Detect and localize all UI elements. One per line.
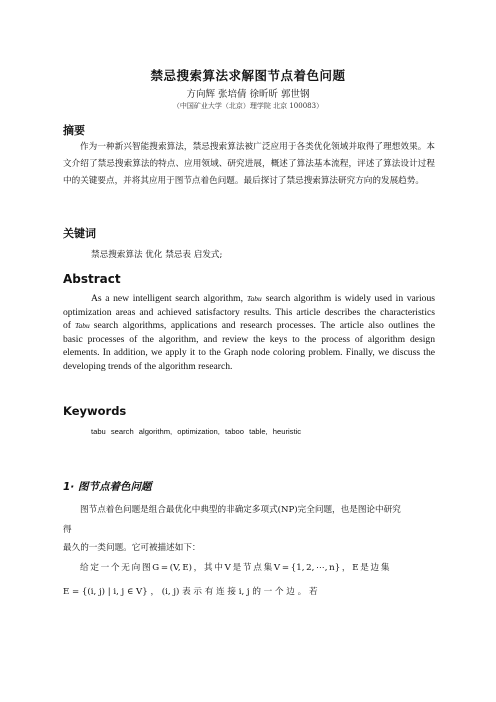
section-1-line-5: E = {(i, j) | i, j ∈ V} ， (i, j) 表 示 有 连 接 i, j 的 一 个 边 。 若 bbox=[63, 587, 318, 597]
keywords-zh-heading: 关键词 bbox=[63, 227, 96, 240]
abstract-en-tabu-1: Tabu bbox=[247, 294, 262, 303]
section-1-line-4: 给 定 一 个 无 向 图 G = (V, E) ， 其 中 V 是 节 点 集 V = {1, 2, ⋯, n} ， E 是 边 集 bbox=[80, 563, 390, 573]
paper-affiliation: （中国矿业大学（北京）理学院 北京 100083） bbox=[172, 102, 324, 110]
abstract-en-part3: search algorithms, applications and research processes. The article also outlines the basic processes of the algorithm, and review the keys to the process of algorithm design elements. In addition, we apply it to the Graph node coloring problem. Finally, we discuss the developing trends of the algorithm research. bbox=[63, 320, 435, 372]
section-1-heading: 1· 图节点着色问题 bbox=[63, 481, 152, 493]
keywords-zh-text: 禁忌搜索算法 优化 禁忌表 启发式; bbox=[91, 250, 223, 260]
abstract-en-heading: Abstract bbox=[63, 272, 121, 286]
abstract-en-tabu-2: Tabu bbox=[75, 321, 90, 330]
section-1-line-3: 最久的一类问题。它可被描述如下： bbox=[63, 543, 201, 553]
keywords-en-heading: Keywords bbox=[63, 404, 127, 418]
abstract-en-part2: search algorithm is widely used in various optimization areas and achieved satisfactory results. This article describes the characteristics of bbox=[63, 293, 435, 331]
abstract-en-text bbox=[63, 292, 435, 373]
section-1-line-2: 得 bbox=[63, 525, 72, 535]
keywords-en-text: tabu search algorithm, optimization, taboo table, heuristic bbox=[91, 427, 302, 436]
abstract-zh-heading: 摘要 bbox=[63, 124, 85, 137]
paper-title: 禁忌搜索算法求解图节点着色问题 bbox=[150, 68, 346, 83]
paper-authors: 方向辉 张培倩 徐昕昕 郭世钢 bbox=[186, 89, 310, 100]
section-1-line-1: 图节点着色问题是组合最优化中典型的非确定多项式(NP)完全问题，也是图论中研究 bbox=[80, 505, 401, 515]
abstract-en-part1: As a new intelligent search algorithm, bbox=[91, 293, 244, 304]
abstract-zh-text: 作为一种新兴智能搜索算法，禁忌搜索算法被广泛应用于各类优化领域并取得了理想效果。本文介绍了禁忌搜索算法的特点、应用领域、研究进展，概述了算法基本流程，评述了算法设计过程中的关键要点，并将其应用于图节点着色问题。最后探讨了禁忌搜索算法研究方向的发展趋势。 bbox=[63, 142, 435, 186]
